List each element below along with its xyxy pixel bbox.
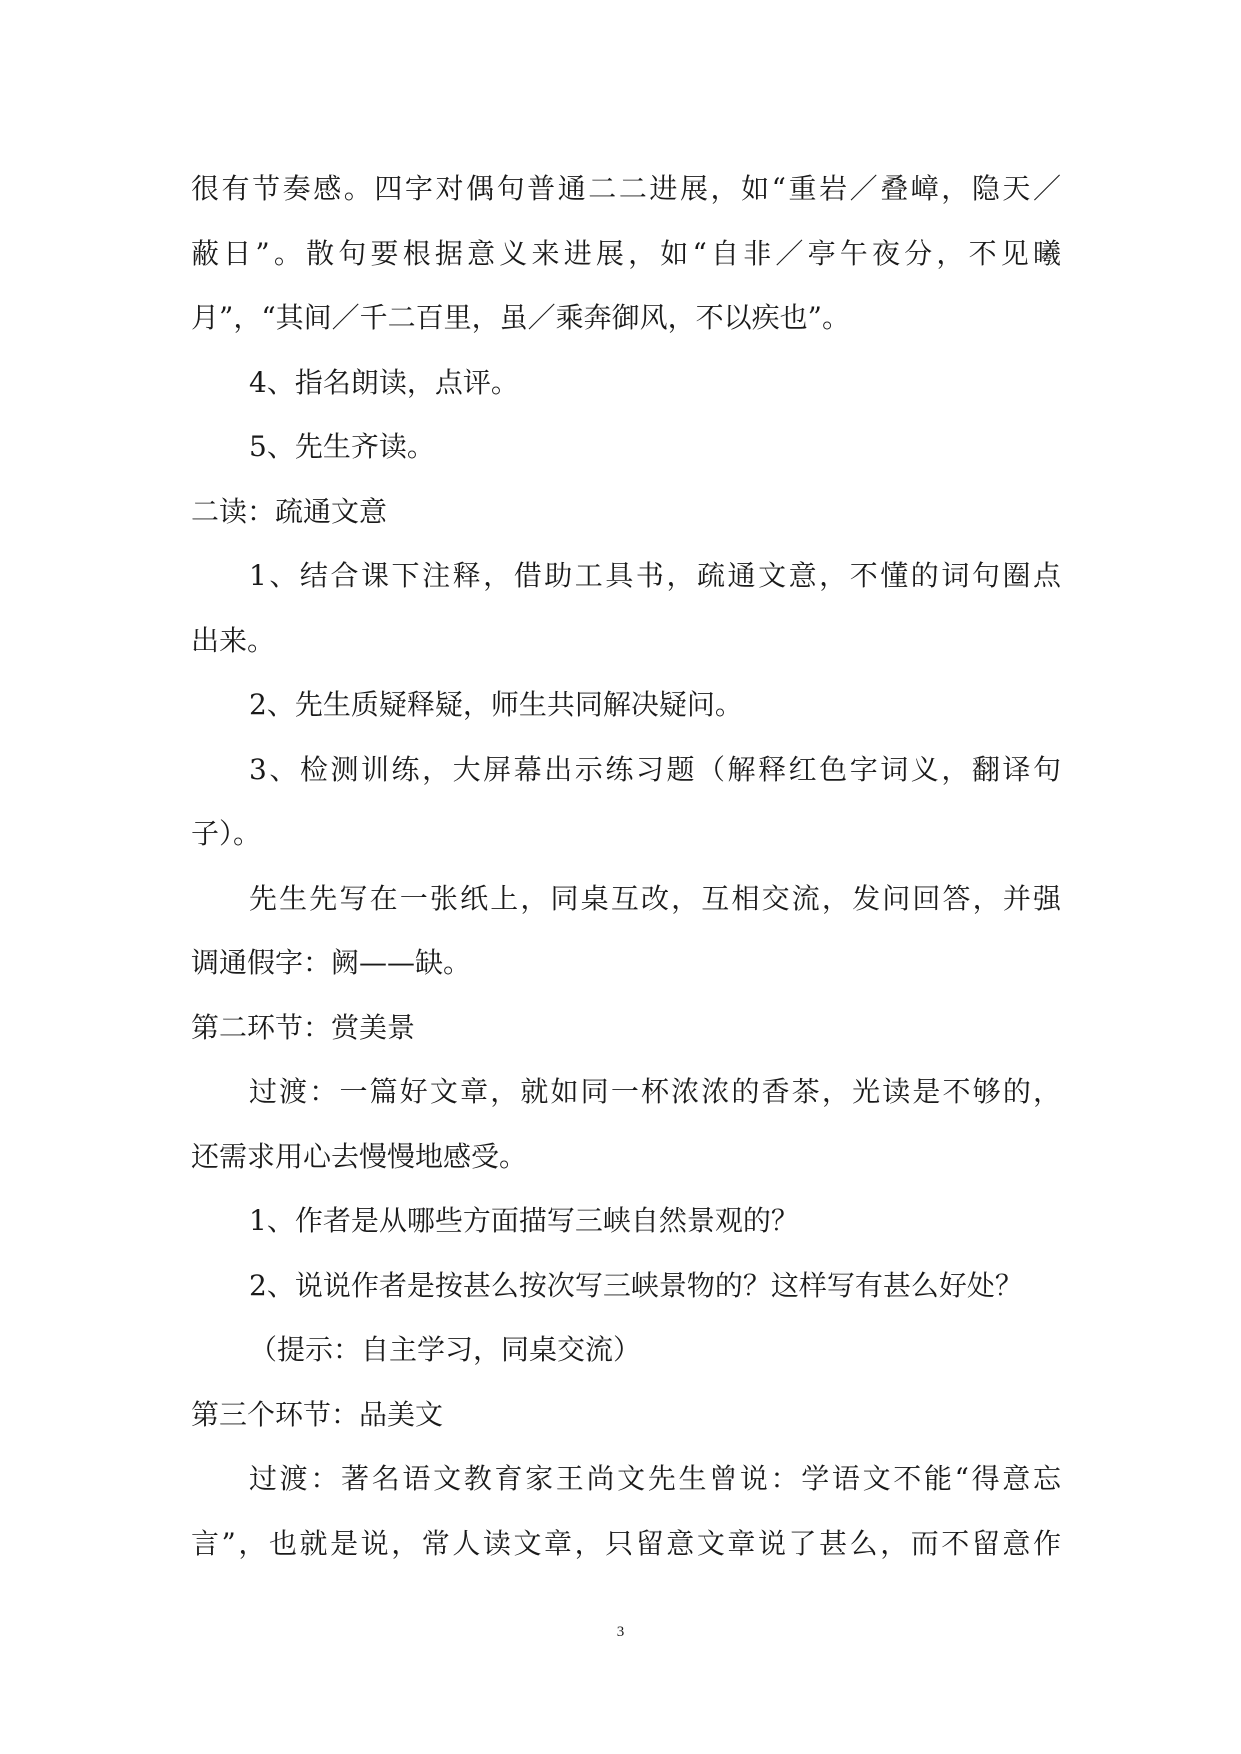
paragraph-line: 出来。 <box>191 623 276 657</box>
paragraph-line: 先生先写在一张纸上，同桌互改，互相交流，发问回答，并强 <box>249 881 1061 915</box>
paragraph-line: 蔽日”。散句要根据意义来进展，如“自非／亭午夜分，不见曦 <box>191 236 1061 270</box>
body-text <box>191 157 1061 1576</box>
paragraph-line: 子）。 <box>191 817 262 850</box>
paragraph-line: 过渡：一篇好文章，就如同一杯浓浓的香茶，光读是不够的， <box>249 1075 1061 1108</box>
page-number: 3 <box>616 1624 625 1640</box>
paragraph-line: 月”，“其间／千二百里，虽／乘奔御风，不以疾也”。 <box>191 301 850 334</box>
section-heading: 第三个环节：品美文 <box>191 1397 444 1431</box>
list-item: 2、先生质疑释疑，师生共同解决疑问。 <box>249 688 743 721</box>
paragraph-line: 调通假字：阙——缺。 <box>191 946 472 979</box>
hint-text: （提示：自主学习，同桌交流） <box>249 1333 642 1366</box>
paragraph-line: 过渡：著名语文教育家王尚文先生曾说：学语文不能“得意忘 <box>249 1462 1061 1495</box>
list-item: 1、结合课下注释，借助工具书，疏通文意，不懂的词句圈点 <box>249 559 1061 592</box>
paragraph-line: 还需求用心去慢慢地感受。 <box>191 1139 528 1173</box>
list-item: 2、说说作者是按甚么按次写三峡景物的？这样写有甚么好处？ <box>249 1268 1023 1302</box>
list-item: 1、作者是从哪些方面描写三峡自然景观的？ <box>249 1204 799 1237</box>
list-item: 5、先生齐读。 <box>249 430 435 463</box>
list-item: 3、检测训练，大屏幕出示练习题（解释红色字词义，翻译句 <box>249 752 1061 786</box>
section-heading: 二读：疏通文意 <box>191 494 388 528</box>
paragraph-line: 言”，也就是说，常人读文章，只留意文章说了甚么，而不留意作 <box>191 1526 1061 1560</box>
list-item: 4、指名朗读，点评。 <box>249 365 519 399</box>
paragraph-line: 很有节奏感。四字对偶句普通二二进展，如“重岩／叠嶂，隐天／ <box>191 172 1061 205</box>
section-heading: 第二环节：赏美景 <box>191 1010 416 1044</box>
